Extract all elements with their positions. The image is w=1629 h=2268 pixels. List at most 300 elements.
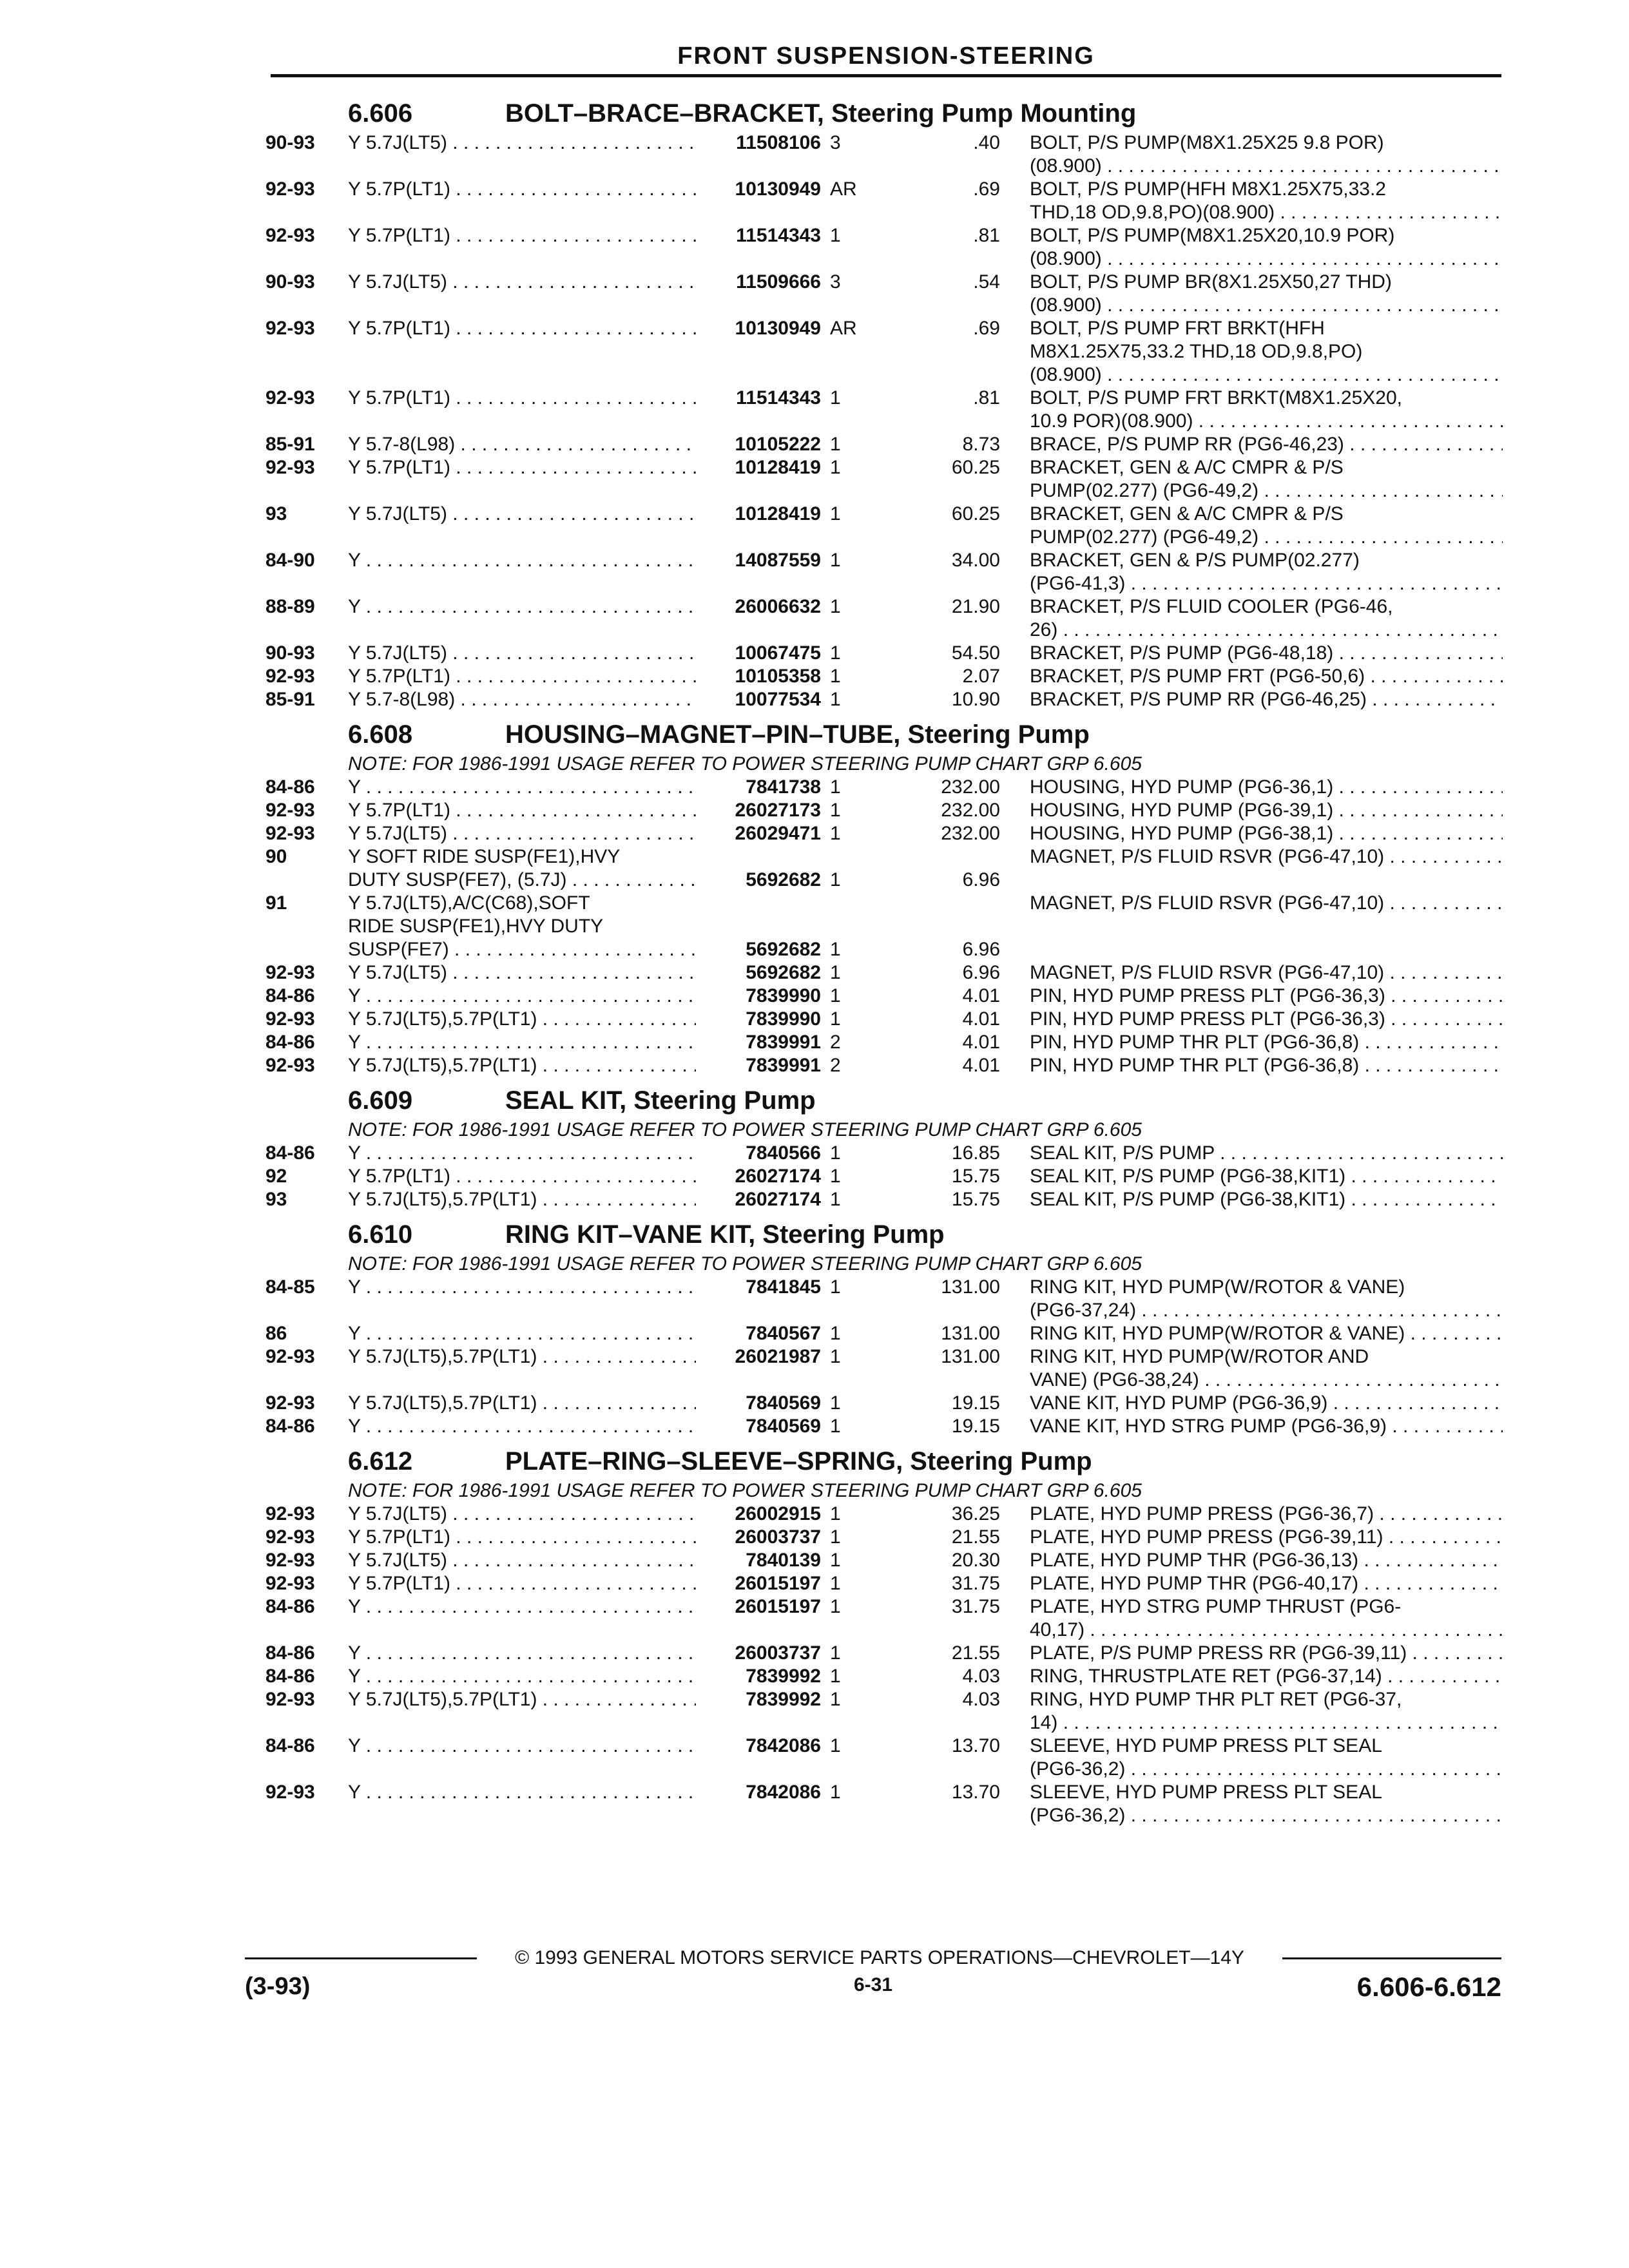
usage-text (348, 845, 755, 892)
part-number: 26027173 (696, 799, 821, 822)
part-row (265, 1688, 1503, 1735)
part-description (1030, 1008, 1503, 1031)
quantity: 1 (830, 225, 841, 246)
part-row (265, 433, 1503, 456)
usage-text (348, 892, 755, 961)
part-description (1030, 822, 1503, 845)
part-description (1030, 1276, 1503, 1322)
price: 13.70 (951, 1735, 1000, 1756)
part-description (1030, 1642, 1503, 1665)
description-line: VANE KIT, HYD STRG PUMP (PG6-36,9) . . . (1030, 1415, 1503, 1438)
description-line: PIN, HYD PUMP PRESS PLT (PG6-36,3) . . . (1030, 1008, 1503, 1031)
quantity: 1 (830, 1503, 841, 1524)
usage-line: Y 5.7J(LT5) . . . (348, 961, 755, 985)
usage-line: Y 5.7-8(L98) . . . (348, 688, 755, 711)
usage-text (348, 271, 755, 294)
part-description (1030, 1392, 1503, 1415)
quantity: 1 (830, 985, 841, 1006)
part-description (1030, 456, 1503, 503)
section-heading (265, 1081, 1503, 1119)
part-description (1030, 1595, 1503, 1642)
description-line: (PG6-36,2) . . . (1030, 1804, 1503, 1827)
section-heading (265, 715, 1503, 753)
price: 6.96 (962, 962, 1000, 983)
part-description (1030, 892, 1503, 915)
part-number: 7839991 (696, 1054, 821, 1077)
part-row (265, 387, 1503, 433)
price: 21.90 (951, 596, 1000, 617)
usage-text (348, 1595, 755, 1619)
price: 131.00 (941, 1276, 1000, 1298)
description-line: HOUSING, HYD PUMP (PG6-36,1) . . . (1030, 776, 1503, 799)
quantity: 1 (830, 962, 841, 983)
description-line: 10.9 POR)(08.900) . . . (1030, 410, 1503, 433)
part-row (265, 549, 1503, 595)
description-line: SEAL KIT, P/S PUMP (PG6-38,KIT1) . . . (1030, 1165, 1503, 1188)
description-line: BRACKET, GEN & A/C CMPR & P/S (1030, 457, 1344, 478)
description-line: VANE KIT, HYD PUMP (PG6-36,9) . . . (1030, 1392, 1503, 1415)
price: 4.01 (962, 1008, 1000, 1030)
part-number: 11509666 (696, 271, 821, 294)
model-years: 92-93 (265, 1526, 315, 1548)
section-heading (265, 94, 1503, 131)
section-number: 6.606 (348, 99, 413, 128)
part-description (1030, 503, 1503, 549)
section-heading (265, 1442, 1503, 1479)
model-years: 91 (265, 892, 287, 914)
model-years: 92-93 (265, 1550, 315, 1571)
copyright-line (245, 1945, 1501, 1970)
price: .81 (973, 225, 1000, 246)
model-years: 92-93 (265, 823, 315, 844)
model-years: 93 (265, 1189, 287, 1210)
description-line: PLATE, HYD PUMP PRESS (PG6-36,7) . . . (1030, 1503, 1503, 1526)
section-name: HOUSING–MAGNET–PIN–TUBE, Steering Pump (505, 720, 1090, 749)
price: 60.25 (951, 503, 1000, 524)
description-line: M8X1.25X75,33.2 THD,18 OD,9.8,PO) (1030, 341, 1363, 362)
model-years: 86 (265, 1323, 287, 1344)
usage-line: Y . . . (348, 776, 755, 799)
page-footer (245, 1945, 1501, 2003)
quantity: 1 (830, 1689, 841, 1710)
price: 10.90 (951, 689, 1000, 710)
part-description (1030, 1031, 1503, 1054)
model-years: 92-93 (265, 1392, 315, 1414)
part-number: 7840139 (696, 1549, 821, 1572)
part-description (1030, 1688, 1503, 1735)
usage-line: Y 5.7J(LT5),5.7P(LT1) . . . (348, 1345, 755, 1369)
usage-line: Y . . . (348, 1276, 755, 1299)
model-years: 85-91 (265, 689, 315, 710)
part-row (265, 503, 1503, 549)
price: 6.96 (962, 939, 1000, 960)
part-row (265, 595, 1503, 642)
usage-line: Y . . . (348, 1415, 755, 1438)
usage-text (348, 1549, 755, 1572)
part-row (265, 985, 1503, 1008)
part-number: 26021987 (696, 1345, 821, 1369)
description-line: RING KIT, HYD PUMP(W/ROTOR & VANE) . . . (1030, 1322, 1503, 1345)
price: 31.75 (951, 1573, 1000, 1594)
usage-text (348, 1008, 755, 1031)
part-row (265, 1165, 1503, 1188)
model-years: 90-93 (265, 271, 315, 293)
part-number: 7840566 (696, 1142, 821, 1165)
usage-text (348, 1642, 755, 1665)
part-number: 26015197 (696, 1595, 821, 1619)
description-line: PLATE, HYD STRG PUMP THRUST (PG6- (1030, 1596, 1402, 1617)
part-description (1030, 961, 1503, 985)
part-row (265, 1031, 1503, 1054)
quantity: 1 (830, 1166, 841, 1187)
usage-line: Y . . . (348, 595, 755, 619)
model-years: 84-86 (265, 1735, 315, 1756)
part-row (265, 642, 1503, 665)
description-line: 40,17) . . . (1030, 1619, 1503, 1642)
page-title: FRONT SUSPENSION-STEERING (677, 43, 1095, 70)
part-description (1030, 1526, 1503, 1549)
description-line: PLATE, HYD PUMP THR (PG6-40,17) . . . (1030, 1572, 1503, 1595)
part-description (1030, 433, 1503, 456)
revision-date: (3-93) (245, 1973, 311, 2000)
description-line: PIN, HYD PUMP THR PLT (PG6-36,8) . . . (1030, 1054, 1503, 1077)
usage-line: Y 5.7J(LT5) . . . (348, 1503, 755, 1526)
price: 4.01 (962, 985, 1000, 1006)
quantity: 1 (830, 596, 841, 617)
page-header (271, 43, 1501, 77)
part-row (265, 224, 1503, 271)
usage-line: Y 5.7P(LT1) . . . (348, 317, 755, 340)
usage-text (348, 1345, 755, 1369)
price: 2.07 (962, 666, 1000, 687)
part-number: 26029471 (696, 822, 821, 845)
footer-rule-left (245, 1957, 477, 1959)
usage-line: Y . . . (348, 1642, 755, 1665)
price: .69 (973, 178, 1000, 200)
model-years: 84-86 (265, 1416, 315, 1437)
price: 131.00 (941, 1346, 1000, 1367)
part-description (1030, 271, 1503, 317)
description-line: (PG6-37,24) . . . (1030, 1299, 1503, 1322)
usage-text (348, 799, 755, 822)
usage-line: Y 5.7J(LT5) . . . (348, 271, 755, 294)
price: 36.25 (951, 1503, 1000, 1524)
quantity: 1 (830, 1782, 841, 1803)
usage-line: SUSP(FE7) . . . (348, 938, 755, 961)
description-line: RING KIT, HYD PUMP(W/ROTOR & VANE) (1030, 1276, 1405, 1298)
usage-text (348, 595, 755, 619)
description-line: (08.900) . . . (1030, 155, 1503, 178)
header-rule (271, 74, 1501, 77)
model-years: 92-93 (265, 1055, 315, 1076)
model-years: 92-93 (265, 1346, 315, 1367)
part-number: 7841738 (696, 776, 821, 799)
part-description (1030, 549, 1503, 595)
usage-line: Y 5.7J(LT5) . . . (348, 503, 755, 526)
quantity: 1 (830, 1573, 841, 1594)
part-number: 26027174 (696, 1188, 821, 1211)
quantity: 1 (830, 689, 841, 710)
part-description (1030, 1345, 1503, 1392)
usage-line: Y 5.7P(LT1) . . . (348, 178, 755, 201)
part-row (265, 1345, 1503, 1392)
part-number: 11514343 (696, 224, 821, 247)
part-number: 26015197 (696, 1572, 821, 1595)
quantity: 1 (830, 550, 841, 571)
part-row (265, 1054, 1503, 1077)
description-line: PIN, HYD PUMP THR PLT (PG6-36,8) . . . (1030, 1031, 1503, 1054)
model-years: 92-93 (265, 387, 315, 408)
usage-line: Y 5.7P(LT1) . . . (348, 1526, 755, 1549)
usage-text (348, 985, 755, 1008)
model-years: 92-93 (265, 1782, 315, 1803)
quantity: 1 (830, 503, 841, 524)
usage-text (348, 1688, 755, 1711)
description-line: BOLT, P/S PUMP FRT BRKT(HFH (1030, 318, 1325, 339)
usage-text (348, 1572, 755, 1595)
model-years: 92-93 (265, 1503, 315, 1524)
part-row (265, 688, 1503, 711)
part-row (265, 1526, 1503, 1549)
description-line: BOLT, P/S PUMP(M8X1.25X25 9.8 POR) (1030, 132, 1384, 153)
usage-text (348, 1526, 755, 1549)
description-line: BRACKET, P/S FLUID COOLER (PG6-46, (1030, 596, 1393, 617)
part-number: 7840567 (696, 1322, 821, 1345)
description-line: 14) . . . (1030, 1711, 1503, 1735)
description-line: (PG6-41,3) . . . (1030, 572, 1503, 595)
section-number: 6.610 (348, 1220, 413, 1249)
description-line: 26) . . . (1030, 619, 1503, 642)
quantity: 1 (830, 387, 841, 408)
part-number: 7839991 (696, 1031, 821, 1054)
model-years: 92-93 (265, 1573, 315, 1594)
part-number: 10128419 (696, 456, 821, 479)
usage-text (348, 1165, 755, 1188)
part-row (265, 892, 1503, 961)
part-description (1030, 1735, 1503, 1781)
usage-line: Y 5.7P(LT1) . . . (348, 665, 755, 688)
quantity: 1 (830, 1276, 841, 1298)
page-number: 6-31 (853, 1974, 893, 1995)
quantity: 2 (830, 1032, 841, 1053)
quantity: 1 (830, 1392, 841, 1414)
part-description (1030, 178, 1503, 224)
part-description (1030, 1415, 1503, 1438)
description-line: PUMP(02.277) (PG6-49,2) . . . (1030, 526, 1503, 549)
usage-line: Y . . . (348, 1031, 755, 1054)
usage-line: Y . . . (348, 1595, 755, 1619)
part-number: 10077534 (696, 688, 821, 711)
price: 4.01 (962, 1055, 1000, 1076)
quantity: AR (830, 178, 857, 200)
part-number: 26002915 (696, 1503, 821, 1526)
usage-text (348, 1031, 755, 1054)
model-years: 84-86 (265, 776, 315, 798)
price: 15.75 (951, 1189, 1000, 1210)
price: .81 (973, 387, 1000, 408)
part-description (1030, 1549, 1503, 1572)
model-years: 84-86 (265, 1142, 315, 1164)
part-row (265, 1781, 1503, 1827)
quantity: 1 (830, 1416, 841, 1437)
part-description (1030, 1781, 1503, 1827)
part-row (265, 131, 1503, 178)
description-line: PLATE, HYD PUMP THR (PG6-36,13) . . . (1030, 1549, 1503, 1572)
part-number: 7840569 (696, 1415, 821, 1438)
part-number: 7839990 (696, 1008, 821, 1031)
part-number: 7839992 (696, 1665, 821, 1688)
model-years: 84-86 (265, 1596, 315, 1617)
quantity: 1 (830, 776, 841, 798)
quantity: 1 (830, 666, 841, 687)
price: 54.50 (951, 642, 1000, 664)
description-line: BRACKET, P/S PUMP FRT (PG6-50,6) . . . (1030, 665, 1503, 688)
description-line: RING, HYD PUMP THR PLT RET (PG6-37, (1030, 1689, 1402, 1710)
usage-text (348, 1054, 755, 1077)
part-description (1030, 1572, 1503, 1595)
usage-text (348, 1142, 755, 1165)
usage-text (348, 503, 755, 526)
quantity: 1 (830, 1596, 841, 1617)
description-line: BRACKET, P/S PUMP (PG6-48,18) . . . (1030, 642, 1503, 665)
price: 6.96 (962, 869, 1000, 890)
part-description (1030, 1142, 1503, 1165)
part-row (265, 1392, 1503, 1415)
description-line: BOLT, P/S PUMP(HFH M8X1.25X75,33.2 (1030, 178, 1386, 200)
description-line: SLEEVE, HYD PUMP PRESS PLT SEAL (1030, 1782, 1382, 1803)
quantity: 1 (830, 1189, 841, 1210)
usage-text (348, 1276, 755, 1299)
quantity: 1 (830, 434, 841, 455)
copyright-text: © 1993 GENERAL MOTORS SERVICE PARTS OPERATIONS—CHEVROLET—14Y (515, 1947, 1244, 1968)
price: .40 (973, 132, 1000, 153)
usage-line: Y 5.7J(LT5),5.7P(LT1) . . . (348, 1008, 755, 1031)
part-row (265, 665, 1503, 688)
part-number: 5692682 (696, 938, 821, 961)
quantity: 1 (830, 1323, 841, 1344)
usage-line: DUTY SUSP(FE7), (5.7J) . . . (348, 869, 755, 892)
price: 19.15 (951, 1392, 1000, 1414)
model-years: 84-86 (265, 1642, 315, 1664)
quantity: 1 (830, 1526, 841, 1548)
usage-text (348, 433, 755, 456)
price: .69 (973, 318, 1000, 339)
usage-text (348, 456, 755, 479)
part-row (265, 1665, 1503, 1688)
part-row (265, 1008, 1503, 1031)
usage-text (348, 1188, 755, 1211)
section-name: SEAL KIT, Steering Pump (505, 1086, 816, 1115)
part-row (265, 1142, 1503, 1165)
quantity: 1 (830, 1142, 841, 1164)
description-line: SLEEVE, HYD PUMP PRESS PLT SEAL (1030, 1735, 1382, 1756)
usage-line: Y 5.7J(LT5) . . . (348, 642, 755, 665)
parts-catalog (265, 90, 1503, 1827)
usage-text (348, 642, 755, 665)
quantity: AR (830, 318, 857, 339)
section-number: 6.609 (348, 1086, 413, 1115)
part-number: 14087559 (696, 549, 821, 572)
quantity: 2 (830, 1055, 841, 1076)
model-years: 92-93 (265, 800, 315, 821)
model-years: 92-93 (265, 1689, 315, 1710)
usage-text (348, 387, 755, 410)
usage-line: Y 5.7J(LT5),5.7P(LT1) . . . (348, 1688, 755, 1711)
part-number: 7842086 (696, 1781, 821, 1804)
footer-bottom (245, 1970, 1501, 2003)
part-description (1030, 224, 1503, 271)
quantity: 1 (830, 1642, 841, 1664)
group-range: 6.606-6.612 (1356, 1972, 1501, 2002)
usage-text (348, 665, 755, 688)
part-description (1030, 688, 1503, 711)
usage-text (348, 178, 755, 201)
usage-line: Y 5.7J(LT5) . . . (348, 131, 755, 155)
section-name: RING KIT–VANE KIT, Steering Pump (505, 1220, 945, 1249)
part-description (1030, 1665, 1503, 1688)
usage-line: Y 5.7P(LT1) . . . (348, 799, 755, 822)
price: 15.75 (951, 1166, 1000, 1187)
usage-line: Y 5.7J(LT5),5.7P(LT1) . . . (348, 1392, 755, 1415)
section-number: 6.612 (348, 1447, 413, 1475)
part-row (265, 1549, 1503, 1572)
section-name: PLATE–RING–SLEEVE–SPRING, Steering Pump (505, 1447, 1092, 1475)
part-row (265, 1276, 1503, 1322)
part-description (1030, 776, 1503, 799)
model-years: 90 (265, 846, 287, 867)
usage-line: Y 5.7P(LT1) . . . (348, 456, 755, 479)
part-row (265, 271, 1503, 317)
usage-line: RIDE SUSP(FE1),HVY DUTY (348, 916, 604, 937)
part-number: 10067475 (696, 642, 821, 665)
price: 13.70 (951, 1782, 1000, 1803)
usage-line: Y . . . (348, 1665, 755, 1688)
part-number: 5692682 (696, 869, 821, 892)
quantity: 1 (830, 1346, 841, 1367)
price: 21.55 (951, 1526, 1000, 1548)
description-line: PLATE, HYD PUMP PRESS (PG6-39,11) . . . (1030, 1526, 1503, 1549)
description-line: RING, THRUSTPLATE RET (PG6-37,14) . . . (1030, 1665, 1503, 1688)
part-description (1030, 985, 1503, 1008)
part-row (265, 1415, 1503, 1438)
usage-text (348, 822, 755, 845)
quantity: 1 (830, 869, 841, 890)
price: .54 (973, 271, 1000, 293)
model-years: 93 (265, 503, 287, 524)
part-number: 10128419 (696, 503, 821, 526)
part-number: 7842086 (696, 1735, 821, 1758)
model-years: 84-86 (265, 985, 315, 1006)
part-row (265, 1188, 1503, 1211)
part-row (265, 1595, 1503, 1642)
part-number: 10105222 (696, 433, 821, 456)
part-row (265, 178, 1503, 224)
model-years: 92-93 (265, 225, 315, 246)
description-line: BRACKET, P/S PUMP RR (PG6-46,25) . . . (1030, 688, 1503, 711)
price: 4.03 (962, 1666, 1000, 1687)
description-line: BRACKET, GEN & P/S PUMP(02.277) (1030, 550, 1360, 571)
part-row (265, 1642, 1503, 1665)
part-row (265, 822, 1503, 845)
part-description (1030, 845, 1503, 869)
quantity: 1 (830, 823, 841, 844)
part-number: 10130949 (696, 178, 821, 201)
quantity: 1 (830, 1735, 841, 1756)
part-row (265, 456, 1503, 503)
quantity: 1 (830, 939, 841, 960)
price: 8.73 (962, 434, 1000, 455)
usage-text (348, 1322, 755, 1345)
